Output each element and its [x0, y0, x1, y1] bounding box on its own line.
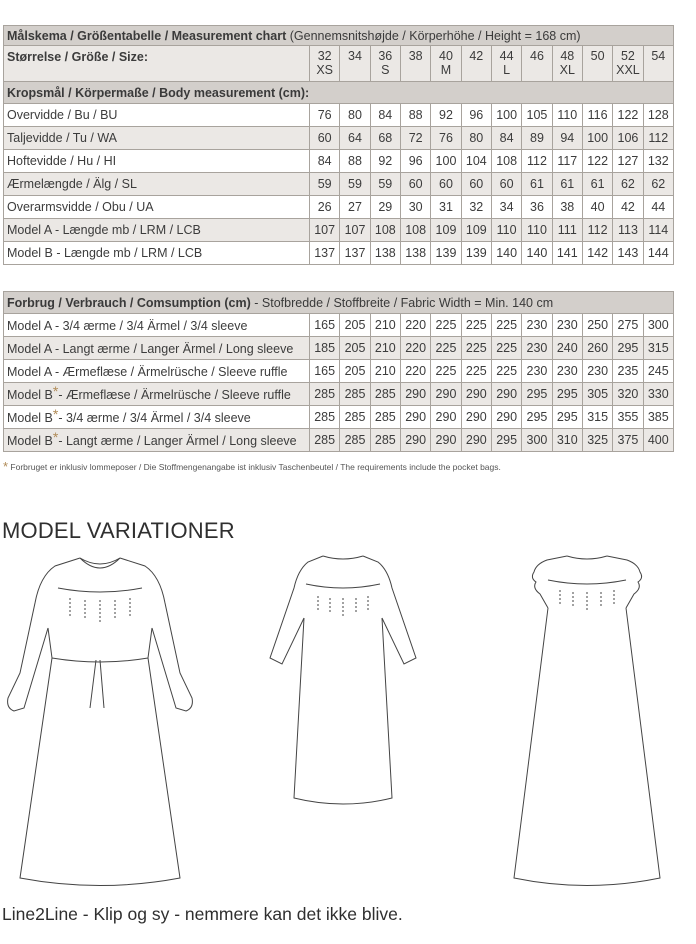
consumption-value: 285 — [370, 383, 400, 406]
consumption-value: 290 — [431, 429, 461, 452]
size-cell — [400, 46, 430, 82]
measurement-value: 60 — [400, 173, 430, 196]
measurement-row — [4, 242, 674, 265]
consumption-value: 225 — [491, 314, 521, 337]
measurement-value: 36 — [522, 196, 552, 219]
measurement-value: 31 — [431, 196, 461, 219]
measurement-value: 88 — [340, 150, 370, 173]
size-letter: M — [440, 63, 452, 77]
measurement-value: 128 — [643, 104, 673, 127]
measurement-row — [4, 219, 674, 242]
size-cell — [522, 46, 552, 82]
consumption-description: - Ærmeflæse / Ärmelrüsche / Sleeve ruffle — [58, 387, 291, 402]
size-cell — [461, 46, 491, 82]
consumption-model: Model A — [7, 318, 52, 333]
measurement-row — [4, 127, 674, 150]
measurement-row — [4, 150, 674, 173]
model-drawings — [0, 548, 696, 893]
consumption-row — [4, 383, 674, 406]
measurement-value: 140 — [491, 242, 521, 265]
measurement-value: 122 — [582, 150, 612, 173]
size-number: 44 — [499, 49, 514, 63]
consumption-value: 300 — [643, 314, 673, 337]
consumption-value: 290 — [461, 429, 491, 452]
consumption-value: 290 — [400, 383, 430, 406]
consumption-value: 225 — [461, 360, 491, 383]
measurement-row-label: Ærmelængde / Älg / SL — [4, 173, 310, 196]
consumption-value: 290 — [431, 383, 461, 406]
consumption-value: 225 — [431, 314, 461, 337]
consumption-value: 285 — [340, 429, 370, 452]
measurement-value: 106 — [613, 127, 643, 150]
section-title: MODEL VARIATIONER — [2, 518, 235, 543]
measurement-value: 110 — [552, 104, 582, 127]
consumption-value: 230 — [522, 314, 552, 337]
measurement-value: 142 — [582, 242, 612, 265]
measurement-value: 32 — [461, 196, 491, 219]
consumption-table-header — [4, 292, 674, 314]
measurement-row-label: Overvidde / Bu / BU — [4, 104, 310, 127]
consumption-row — [4, 360, 674, 383]
measurement-value: 80 — [461, 127, 491, 150]
consumption-value: 295 — [552, 383, 582, 406]
consumption-value: 285 — [340, 406, 370, 429]
measurement-value: 111 — [552, 219, 582, 242]
consumption-value: 315 — [643, 337, 673, 360]
consumption-value: 295 — [522, 406, 552, 429]
dress-sleeve-ruffle-drawing — [512, 548, 662, 893]
measurement-value: 96 — [400, 150, 430, 173]
measurement-value: 100 — [582, 127, 612, 150]
star-icon: * — [52, 382, 59, 399]
measurement-value: 132 — [643, 150, 673, 173]
consumption-description: - 3/4 ærme / 3/4 Ärmel / 3/4 sleeve — [58, 410, 251, 425]
measurement-value: 88 — [400, 104, 430, 127]
consumption-value: 220 — [400, 360, 430, 383]
measurement-value: 64 — [340, 127, 370, 150]
measurement-value: 27 — [340, 196, 370, 219]
consumption-value: 400 — [643, 429, 673, 452]
consumption-row-label — [4, 314, 310, 337]
consumption-value: 330 — [643, 383, 673, 406]
consumption-value: 185 — [310, 337, 340, 360]
measurement-value: 30 — [400, 196, 430, 219]
consumption-row — [4, 314, 674, 337]
dress-three-quarter-sleeve-drawing — [268, 548, 418, 893]
consumption-model: Model B — [7, 387, 53, 402]
measurement-value: 84 — [370, 104, 400, 127]
consumption-value: 165 — [310, 314, 340, 337]
measurement-value: 112 — [582, 219, 612, 242]
star-icon: * — [52, 428, 59, 445]
measurement-value: 108 — [370, 219, 400, 242]
consumption-value: 355 — [613, 406, 643, 429]
dress-long-sleeve-drawing — [0, 548, 210, 893]
measurement-value: 60 — [461, 173, 491, 196]
consumption-value: 245 — [643, 360, 673, 383]
measurement-value: 72 — [400, 127, 430, 150]
measurement-value: 116 — [582, 104, 612, 127]
size-number: 42 — [469, 49, 484, 63]
measurement-value: 110 — [491, 219, 521, 242]
measurement-value: 114 — [643, 219, 673, 242]
measurement-value: 143 — [613, 242, 643, 265]
measurement-value: 60 — [310, 127, 340, 150]
measurement-value: 127 — [613, 150, 643, 173]
footnote — [3, 458, 501, 473]
measurement-row-label: Hoftevidde / Hu / HI — [4, 150, 310, 173]
consumption-value: 290 — [461, 383, 491, 406]
size-cell — [643, 46, 673, 82]
size-letter: XS — [316, 63, 333, 77]
consumption-title-light: - Stofbredde / Stoffbreite / Fabric Width = Min. 140 cm — [250, 295, 554, 310]
consumption-value: 285 — [370, 406, 400, 429]
consumption-value: 290 — [461, 406, 491, 429]
measurement-row-label: Taljevidde / Tu / WA — [4, 127, 310, 150]
size-number: 52 — [620, 49, 635, 63]
consumption-value: 290 — [491, 406, 521, 429]
measurement-value: 92 — [431, 104, 461, 127]
consumption-table-title — [4, 292, 674, 314]
consumption-value: 205 — [340, 360, 370, 383]
consumption-description: - Langt ærme / Langer Ärmel / Long sleeve — [58, 433, 297, 448]
consumption-model: Model B — [7, 433, 53, 448]
measurement-value: 122 — [613, 104, 643, 127]
measurement-value: 62 — [613, 173, 643, 196]
consumption-row-label — [4, 406, 310, 429]
consumption-value: 230 — [522, 360, 552, 383]
size-cell — [491, 46, 521, 82]
measurement-value: 139 — [431, 242, 461, 265]
measurement-value: 140 — [522, 242, 552, 265]
measurement-value: 113 — [613, 219, 643, 242]
consumption-value: 320 — [613, 383, 643, 406]
consumption-value: 230 — [552, 314, 582, 337]
consumption-row — [4, 337, 674, 360]
consumption-value: 290 — [400, 429, 430, 452]
consumption-value: 230 — [522, 337, 552, 360]
consumption-value: 210 — [370, 337, 400, 360]
measurement-value: 59 — [340, 173, 370, 196]
measurement-value: 96 — [461, 104, 491, 127]
footnote-text: Forbruget er inklusiv lommeposer / Die Stoffmengenangabe ist inklusiv Taschenbeutel / The requirements include the pocket bags. — [8, 462, 501, 472]
measurement-table-title — [4, 26, 674, 46]
measurement-value: 144 — [643, 242, 673, 265]
measurement-value: 100 — [491, 104, 521, 127]
measurement-value: 137 — [310, 242, 340, 265]
size-row — [4, 46, 674, 82]
size-number: 50 — [590, 49, 605, 63]
measurement-value: 139 — [461, 242, 491, 265]
measurement-value: 112 — [643, 127, 673, 150]
measurement-value: 92 — [370, 150, 400, 173]
measurement-value: 109 — [431, 219, 461, 242]
consumption-model: Model B — [7, 410, 53, 425]
measurement-row-label: Model B - Længde mb / LRM / LCB — [4, 242, 310, 265]
size-number: 46 — [530, 49, 544, 63]
measurement-value: 107 — [340, 219, 370, 242]
consumption-table — [3, 291, 674, 452]
size-cell — [370, 46, 400, 82]
measurement-value: 84 — [491, 127, 521, 150]
consumption-value: 230 — [582, 360, 612, 383]
measurement-value: 42 — [613, 196, 643, 219]
size-letter: S — [381, 63, 390, 77]
consumption-value: 230 — [552, 360, 582, 383]
size-cell — [340, 46, 370, 82]
consumption-row — [4, 406, 674, 429]
consumption-value: 300 — [522, 429, 552, 452]
consumption-value: 290 — [491, 383, 521, 406]
consumption-row-label — [4, 429, 310, 452]
consumption-description: - Langt ærme / Langer Ärmel / Long sleeve — [51, 341, 294, 356]
consumption-value: 240 — [552, 337, 582, 360]
consumption-value: 285 — [310, 406, 340, 429]
measurement-value: 61 — [522, 173, 552, 196]
consumption-value: 285 — [310, 429, 340, 452]
measurement-value: 84 — [310, 150, 340, 173]
consumption-value: 285 — [340, 383, 370, 406]
body-measurement-title: Kropsmål / Körpermaße / Body measurement (cm): — [4, 82, 674, 104]
measurement-value: 105 — [522, 104, 552, 127]
measurement-value: 68 — [370, 127, 400, 150]
size-cell — [552, 46, 582, 82]
measurement-value: 44 — [643, 196, 673, 219]
consumption-value: 235 — [613, 360, 643, 383]
consumption-row-label — [4, 337, 310, 360]
measurement-value: 59 — [310, 173, 340, 196]
consumption-value: 225 — [431, 337, 461, 360]
measurement-value: 40 — [582, 196, 612, 219]
consumption-value: 275 — [613, 314, 643, 337]
size-number: 40 — [439, 49, 453, 63]
measurement-value: 62 — [643, 173, 673, 196]
consumption-value: 310 — [552, 429, 582, 452]
measurement-value: 76 — [310, 104, 340, 127]
consumption-value: 205 — [340, 337, 370, 360]
consumption-model: Model A — [7, 364, 52, 379]
measurement-value: 138 — [400, 242, 430, 265]
consumption-row-label — [4, 360, 310, 383]
consumption-value: 225 — [431, 360, 461, 383]
measurement-value: 60 — [431, 173, 461, 196]
measurement-value: 61 — [582, 173, 612, 196]
consumption-value: 295 — [491, 429, 521, 452]
consumption-value: 385 — [643, 406, 673, 429]
size-number: 54 — [651, 49, 666, 63]
measurement-value: 112 — [522, 150, 552, 173]
measurement-value: 60 — [491, 173, 521, 196]
size-label: Størrelse / Größe / Size: — [4, 46, 310, 82]
measurement-value: 34 — [491, 196, 521, 219]
consumption-value: 325 — [582, 429, 612, 452]
body-measurement-header — [4, 82, 674, 104]
size-letter: XXL — [616, 63, 640, 77]
size-letter: XL — [559, 63, 575, 77]
measurement-value: 109 — [461, 219, 491, 242]
measurement-value: 100 — [431, 150, 461, 173]
consumption-value: 260 — [582, 337, 612, 360]
measurement-value: 137 — [340, 242, 370, 265]
size-number: 38 — [408, 49, 423, 63]
measurement-value: 108 — [491, 150, 521, 173]
measurement-row-label: Model A - Længde mb / LRM / LCB — [4, 219, 310, 242]
size-cell — [613, 46, 643, 82]
consumption-value: 250 — [582, 314, 612, 337]
consumption-value: 225 — [491, 337, 521, 360]
footnote-star: * — [3, 459, 9, 474]
consumption-title-bold: Forbrug / Verbrauch / Comsumption (cm) — [7, 295, 251, 310]
measurement-row — [4, 173, 674, 196]
measurement-table — [3, 25, 674, 265]
measurement-title-light: (Gennemsnitshøjde / Körperhöhe / Height = 168 cm) — [286, 28, 581, 43]
consumption-value: 285 — [370, 429, 400, 452]
measurement-title-bold: Målskema / Größentabelle / Measurement chart — [7, 28, 287, 43]
consumption-value: 295 — [613, 337, 643, 360]
consumption-value: 165 — [310, 360, 340, 383]
measurement-value: 76 — [431, 127, 461, 150]
consumption-description: - 3/4 ærme / 3/4 Ärmel / 3/4 sleeve — [51, 318, 248, 333]
measurement-row-label: Overarmsvidde / Obu / UA — [4, 196, 310, 219]
measurement-value: 29 — [370, 196, 400, 219]
measurement-value: 141 — [552, 242, 582, 265]
measurement-value: 80 — [340, 104, 370, 127]
consumption-value: 290 — [431, 406, 461, 429]
consumption-value: 205 — [340, 314, 370, 337]
measurement-value: 108 — [400, 219, 430, 242]
consumption-value: 295 — [522, 383, 552, 406]
consumption-value: 210 — [370, 314, 400, 337]
consumption-value: 295 — [552, 406, 582, 429]
measurement-value: 89 — [522, 127, 552, 150]
consumption-value: 305 — [582, 383, 612, 406]
size-cell — [310, 46, 340, 82]
consumption-value: 210 — [370, 360, 400, 383]
consumption-row — [4, 429, 674, 452]
size-number: 34 — [348, 49, 362, 63]
consumption-value: 290 — [400, 406, 430, 429]
measurement-value: 26 — [310, 196, 340, 219]
consumption-value: 285 — [310, 383, 340, 406]
measurement-row — [4, 196, 674, 219]
measurement-value: 61 — [552, 173, 582, 196]
measurement-value: 104 — [461, 150, 491, 173]
size-cell — [431, 46, 461, 82]
size-number: 36 — [378, 49, 393, 63]
measurement-table-header — [4, 26, 674, 46]
consumption-row-label — [4, 383, 310, 406]
consumption-value: 220 — [400, 337, 430, 360]
consumption-value: 225 — [461, 337, 491, 360]
consumption-value: 225 — [461, 314, 491, 337]
consumption-value: 315 — [582, 406, 612, 429]
measurement-value: 107 — [310, 219, 340, 242]
measurement-value: 94 — [552, 127, 582, 150]
consumption-value: 375 — [613, 429, 643, 452]
consumption-model: Model A — [7, 341, 52, 356]
consumption-value: 220 — [400, 314, 430, 337]
measurement-row — [4, 104, 674, 127]
size-cell — [582, 46, 612, 82]
consumption-description: - Ærmeflæse / Ärmelrüsche / Sleeve ruffle — [51, 364, 288, 379]
size-letter: L — [503, 63, 511, 77]
measurement-value: 138 — [370, 242, 400, 265]
star-icon: * — [52, 405, 59, 422]
tagline: Line2Line - Klip og sy - nemmere kan det ikke blive. — [2, 904, 403, 924]
size-number: 48 — [560, 49, 575, 63]
measurement-value: 59 — [370, 173, 400, 196]
size-number: 32 — [317, 49, 332, 63]
measurement-value: 117 — [552, 150, 582, 173]
measurement-value: 110 — [522, 219, 552, 242]
consumption-value: 225 — [491, 360, 521, 383]
measurement-value: 38 — [552, 196, 582, 219]
